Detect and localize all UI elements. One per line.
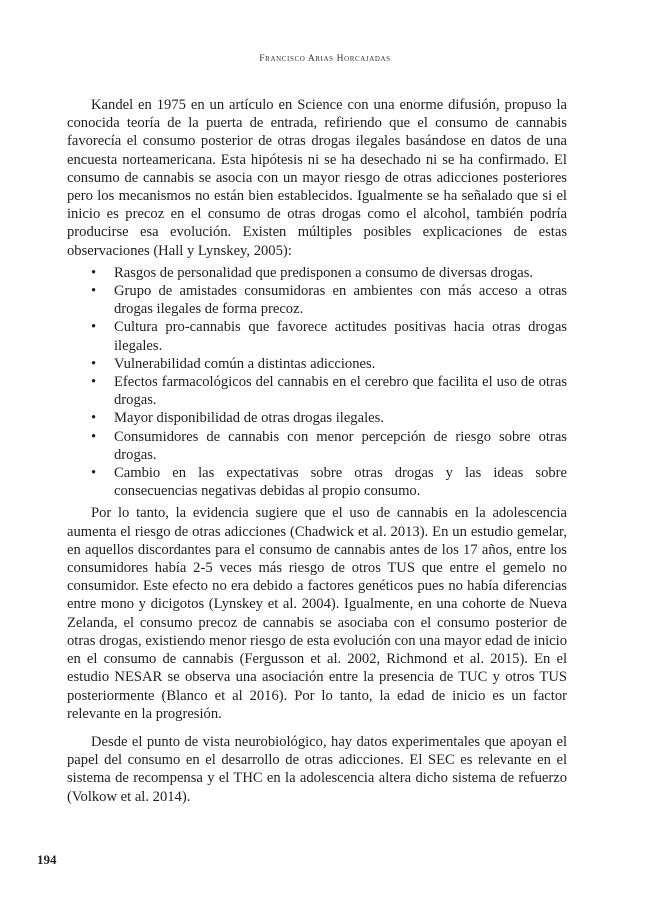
list-item-text: Rasgos de personalidad que predisponen a consumo de diversas drogas. <box>114 264 534 281</box>
list-item <box>91 264 567 282</box>
bullet-icon: • <box>91 283 97 300</box>
bullet-icon: • <box>91 410 97 427</box>
bullet-icon: • <box>91 428 97 445</box>
list-item <box>91 318 567 354</box>
bullet-icon: • <box>91 374 97 391</box>
running-head: Francisco Arias Horcajadas <box>259 54 391 64</box>
list-item-text: Cambio en las expectativas sobre otras drogas y las ideas sobre consecuencias negativas debidas al propio consumo. <box>114 465 567 500</box>
list-item <box>91 373 567 409</box>
page-body <box>67 96 567 806</box>
paragraph-2: Por lo tanto, la evidencia sugiere que el uso de cannabis en la adolescencia aumenta el riesgo de otras adicciones (Chadwick et al. 2013). En un estudio gemelar, en aquellos discordantes para el consumo de cannabis antes de los 17 años, entre los consumidores había 2-5 veces más riesgo de otros TUS que entre el gemelo no consumidor. Este efecto no era debido a factores genéticos pues no había diferencias entre mono y dicigotos (Lynskey et al. 2004). Igualmente, en una cohorte de Nueva Zelanda, el consumo precoz de cannabis se asociaba con el consumo posterior de otras drogas, existiendo menor riesgo de esta evolución con una mayor edad de inicio en el consumo de cannabis (Fergusson et al. 2002, Richmond et al. 2015). En el estudio NESAR se observa una asociación entre la presencia de TUC y otros TUS posteriormente (Blanco et al 2016). Por lo tanto, la edad de inicio es un factor relevante en la progresión. <box>67 505 567 722</box>
list-item-text: Cultura pro-cannabis que favorece actitudes positivas hacia otras drogas ilegales. <box>114 319 567 354</box>
list-item-text: Efectos farmacológicos del cannabis en el cerebro que facilita el uso de otras drogas. <box>114 374 567 409</box>
list-item <box>91 464 567 500</box>
list-item <box>91 428 567 464</box>
list-item <box>91 282 567 318</box>
bullet-icon: • <box>91 319 97 336</box>
list-item-text: Vulnerabilidad común a distintas adicciones. <box>114 355 376 372</box>
bullet-list <box>67 264 567 501</box>
list-item <box>91 355 567 373</box>
list-item <box>91 409 567 427</box>
bullet-icon: • <box>91 465 97 482</box>
list-item-text: Consumidores de cannabis con menor percepción de riesgo sobre otras drogas. <box>114 428 567 463</box>
page-number: 194 <box>37 852 57 867</box>
list-item-text: Grupo de amistades consumidoras en ambientes con más acceso a otras drogas ilegales de forma precoz. <box>114 283 567 318</box>
bullet-icon: • <box>91 264 97 281</box>
bullet-icon: • <box>91 355 97 372</box>
list-item-text: Mayor disponibilidad de otras drogas ilegales. <box>114 410 384 427</box>
paragraph-1: Kandel en 1975 en un artículo en Science con una enorme difusión, propuso la conocida teoría de la puerta de entrada, refiriendo que el consumo de cannabis favorecía el consumo posterior de otras drogas ilegales basándose en datos de una encuesta norteamericana. Esta hipótesis ni se ha desechado ni se ha confirmado. El consumo de cannabis se asocia con un mayor riesgo de otras adicciones posteriores pero los mecanismos no están bien establecidos. Igualmente se ha señalado que si el inicio es precoz en el consumo de otras drogas como el alcohol, también podría producirse esa evolución. Existen múltiples posibles explicaciones de estas observaciones (Hall y Lynskey, 2005): <box>67 97 567 259</box>
paragraph-3: Desde el punto de vista neurobiológico, hay datos experimentales que apoyan el papel del consumo en el desarrollo de otras adicciones. El SEC es relevante en el sistema de recompensa y el THC en la adolescencia altera dicho sistema de refuerzo (Volkow et al. 2014). <box>67 733 567 805</box>
